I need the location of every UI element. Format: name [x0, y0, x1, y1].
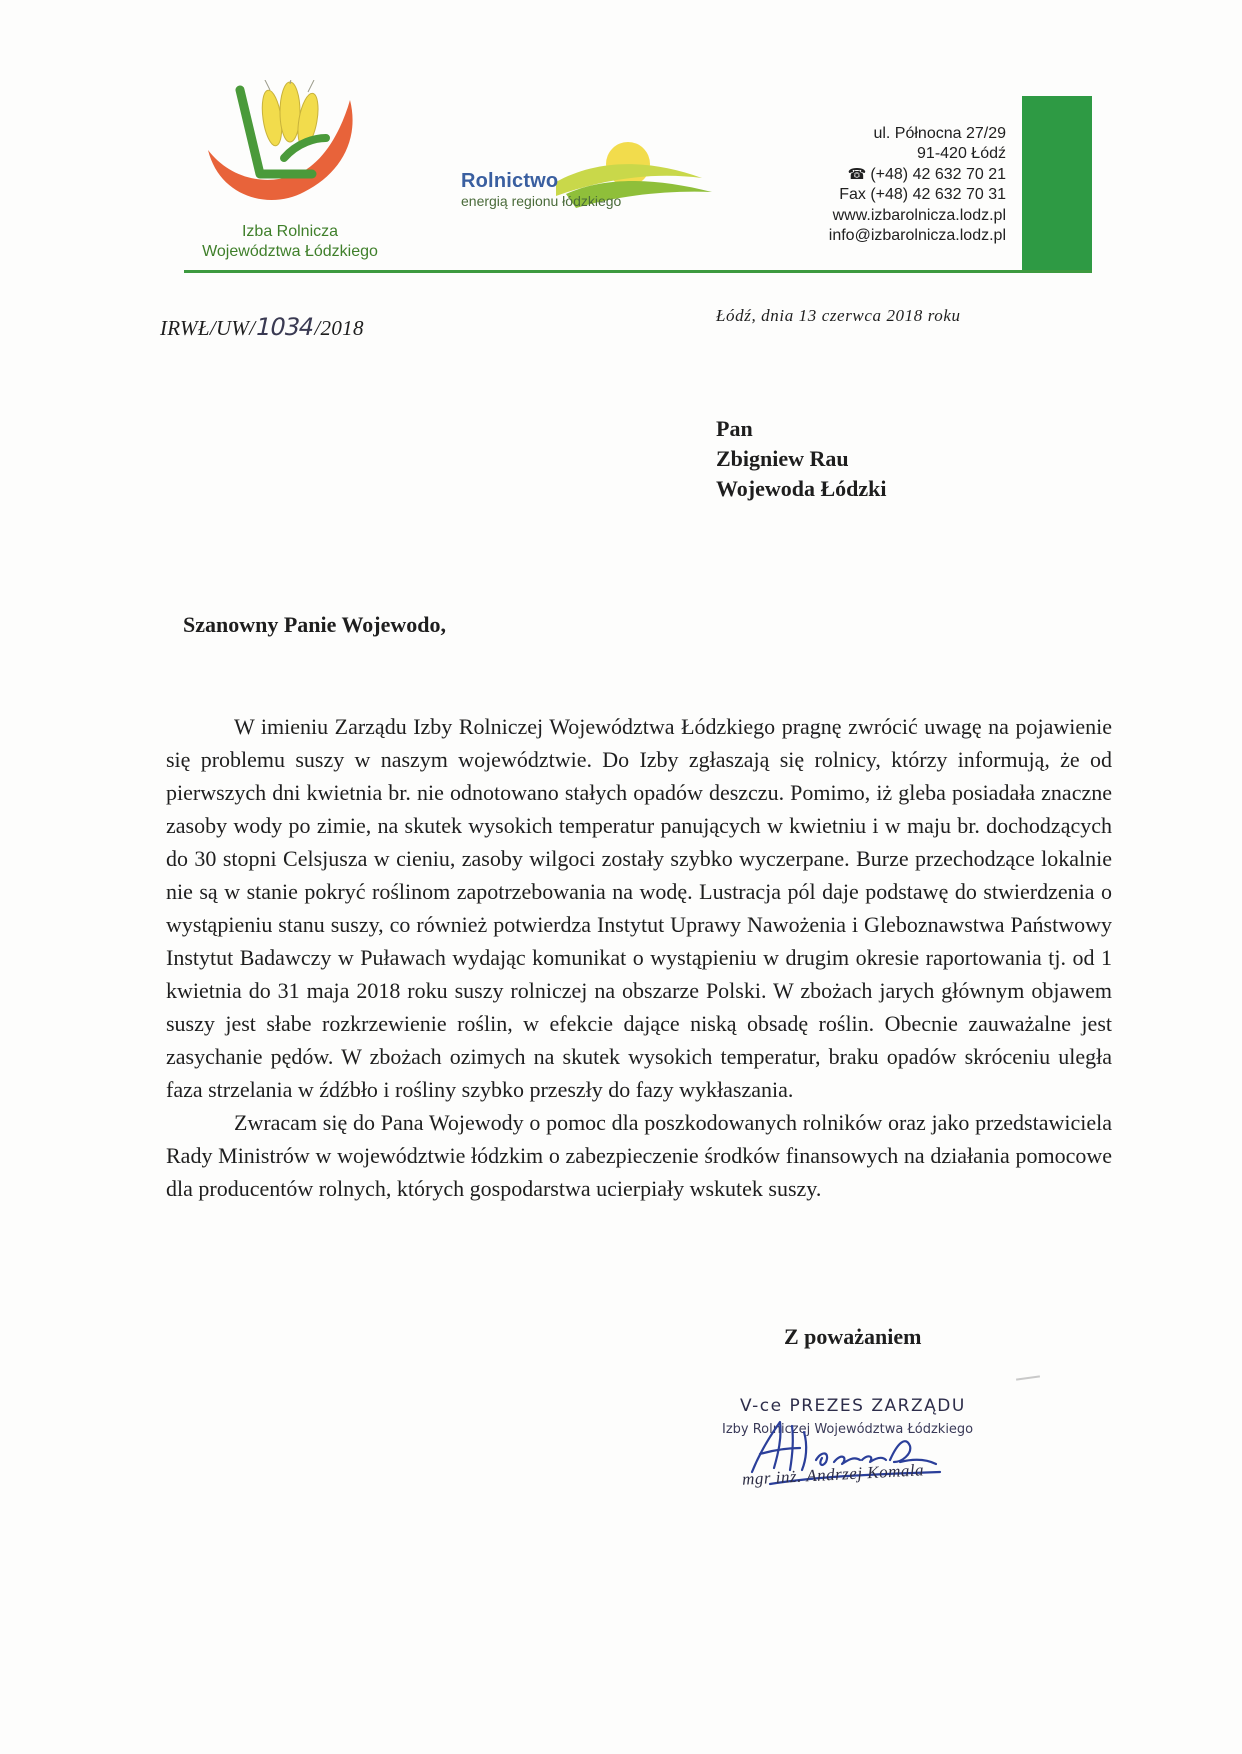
recipient-line3: Wojewoda Łódzki: [716, 476, 887, 501]
salutation: Szanowny Panie Wojewodo,: [183, 612, 447, 637]
letterhead-divider: [184, 270, 1092, 273]
reference-suffix: /2018: [314, 316, 364, 340]
body-paragraph-1: W imieniu Zarządu Izby Rolniczej Województwa Łódzkiego pragnę zwrócić uwagę na pojawienie się problemu suszy w naszym województwie. Do Izby zgłaszają się rolnicy, którzy informują, że od pierwszych dni kwietnia br. nie odnotowano stałych opadów deszczu. Pomimo, iż gleba posiadała znaczne zasoby wody po zimie, na skutek wysokich temperatur panujących w kwietniu i w maju br. dochodzących do 30 stopni Celsjusza w cieniu, zasoby wilgoci zostały szybko wyczerpane. Burze przechodzące lokalnie nie są w stanie pokryć roślinom zapotrzebowania na wodę. Lustracja pól daje podstawę do stwierdzenia o wystąpieniu stanu suszy, co również potwierdza Instytut Uprawy Nawożenia i Gleboznawstwa Państwowy Instytut Badawczy w Puławach wydając komunikat o wystąpieniu w drugim okresie raportowania tj. od 1 kwietnia do 31 maja 2018 roku suszy rolniczej na obszarze Polski. W zbożach jarych głównym objawem suszy jest słabe rozkrzewienie roślin, w efekcie dające niską obsadę roślin. Obecnie zauważalne jest zasychanie pędów. W zbożach ozimych na skutek wysokich temperatur, braku opadów skróceniu uległa faza strzelania w źdźbło i rośliny szybko przeszły do fazy wykłaszania.: [166, 714, 1112, 1102]
reference-number: [160, 313, 364, 341]
scan-mark: [1016, 1375, 1040, 1380]
recipient-block: [716, 414, 887, 504]
letterhead-green-bar: [1022, 96, 1092, 270]
irwl-logo-icon: [200, 80, 380, 220]
stamp-title: V-ce PREZES ZARZĄDU: [740, 1396, 966, 1416]
reference-handwritten-number: 1034: [253, 313, 317, 341]
org-name-line1: Izba Rolnicza: [241, 223, 339, 240]
contact-email: info@izbarolnicza.lodz.pl: [828, 227, 1006, 245]
contact-block: [760, 124, 1006, 246]
phone-icon: ☎: [847, 165, 867, 183]
letter-body: [166, 710, 1112, 1205]
contact-website: www.izbarolnicza.lodz.pl: [832, 206, 1006, 224]
rolnictwo-title: Rolnictwo: [461, 170, 559, 192]
rolnictwo-tagline: energią regionu łódzkiego: [461, 193, 622, 209]
date-line: Łódź, dnia 13 czerwca 2018 roku: [716, 306, 961, 325]
contact-street: ul. Północna 27/29: [873, 125, 1006, 142]
body-paragraph-2: Zwracam się do Pana Wojewody o pomoc dla poszkodowanych rolników oraz jako przedstawiciela Rady Ministrów w województwie łódzkim o zabezpieczenie środków finansowych na działania pomocowe dla producentów rolnych, których gospodarstwa ucierpiały wskutek suszy.: [166, 1110, 1112, 1201]
recipient-line1: Pan: [716, 416, 753, 441]
contact-postal: 91-420 Łódź: [917, 145, 1006, 163]
organization-name: [170, 222, 410, 262]
contact-phone-line: [760, 165, 1006, 185]
signatory-name: mgr inż. Andrzej Komala: [741, 1460, 925, 1489]
closing: Z poważaniem: [784, 1324, 922, 1349]
reference-prefix: IRWŁ/UW/: [160, 316, 256, 340]
recipient-line2: Zbigniew Rau: [716, 446, 849, 471]
org-name-line2: Województwa Łódzkiego: [202, 243, 378, 260]
contact-fax: Fax (+48) 42 632 70 31: [839, 186, 1006, 204]
contact-phone: (+48) 42 632 70 21: [870, 165, 1006, 183]
stamp-organization: Izby Rolniczej Województwa Łódzkiego: [722, 1422, 974, 1437]
